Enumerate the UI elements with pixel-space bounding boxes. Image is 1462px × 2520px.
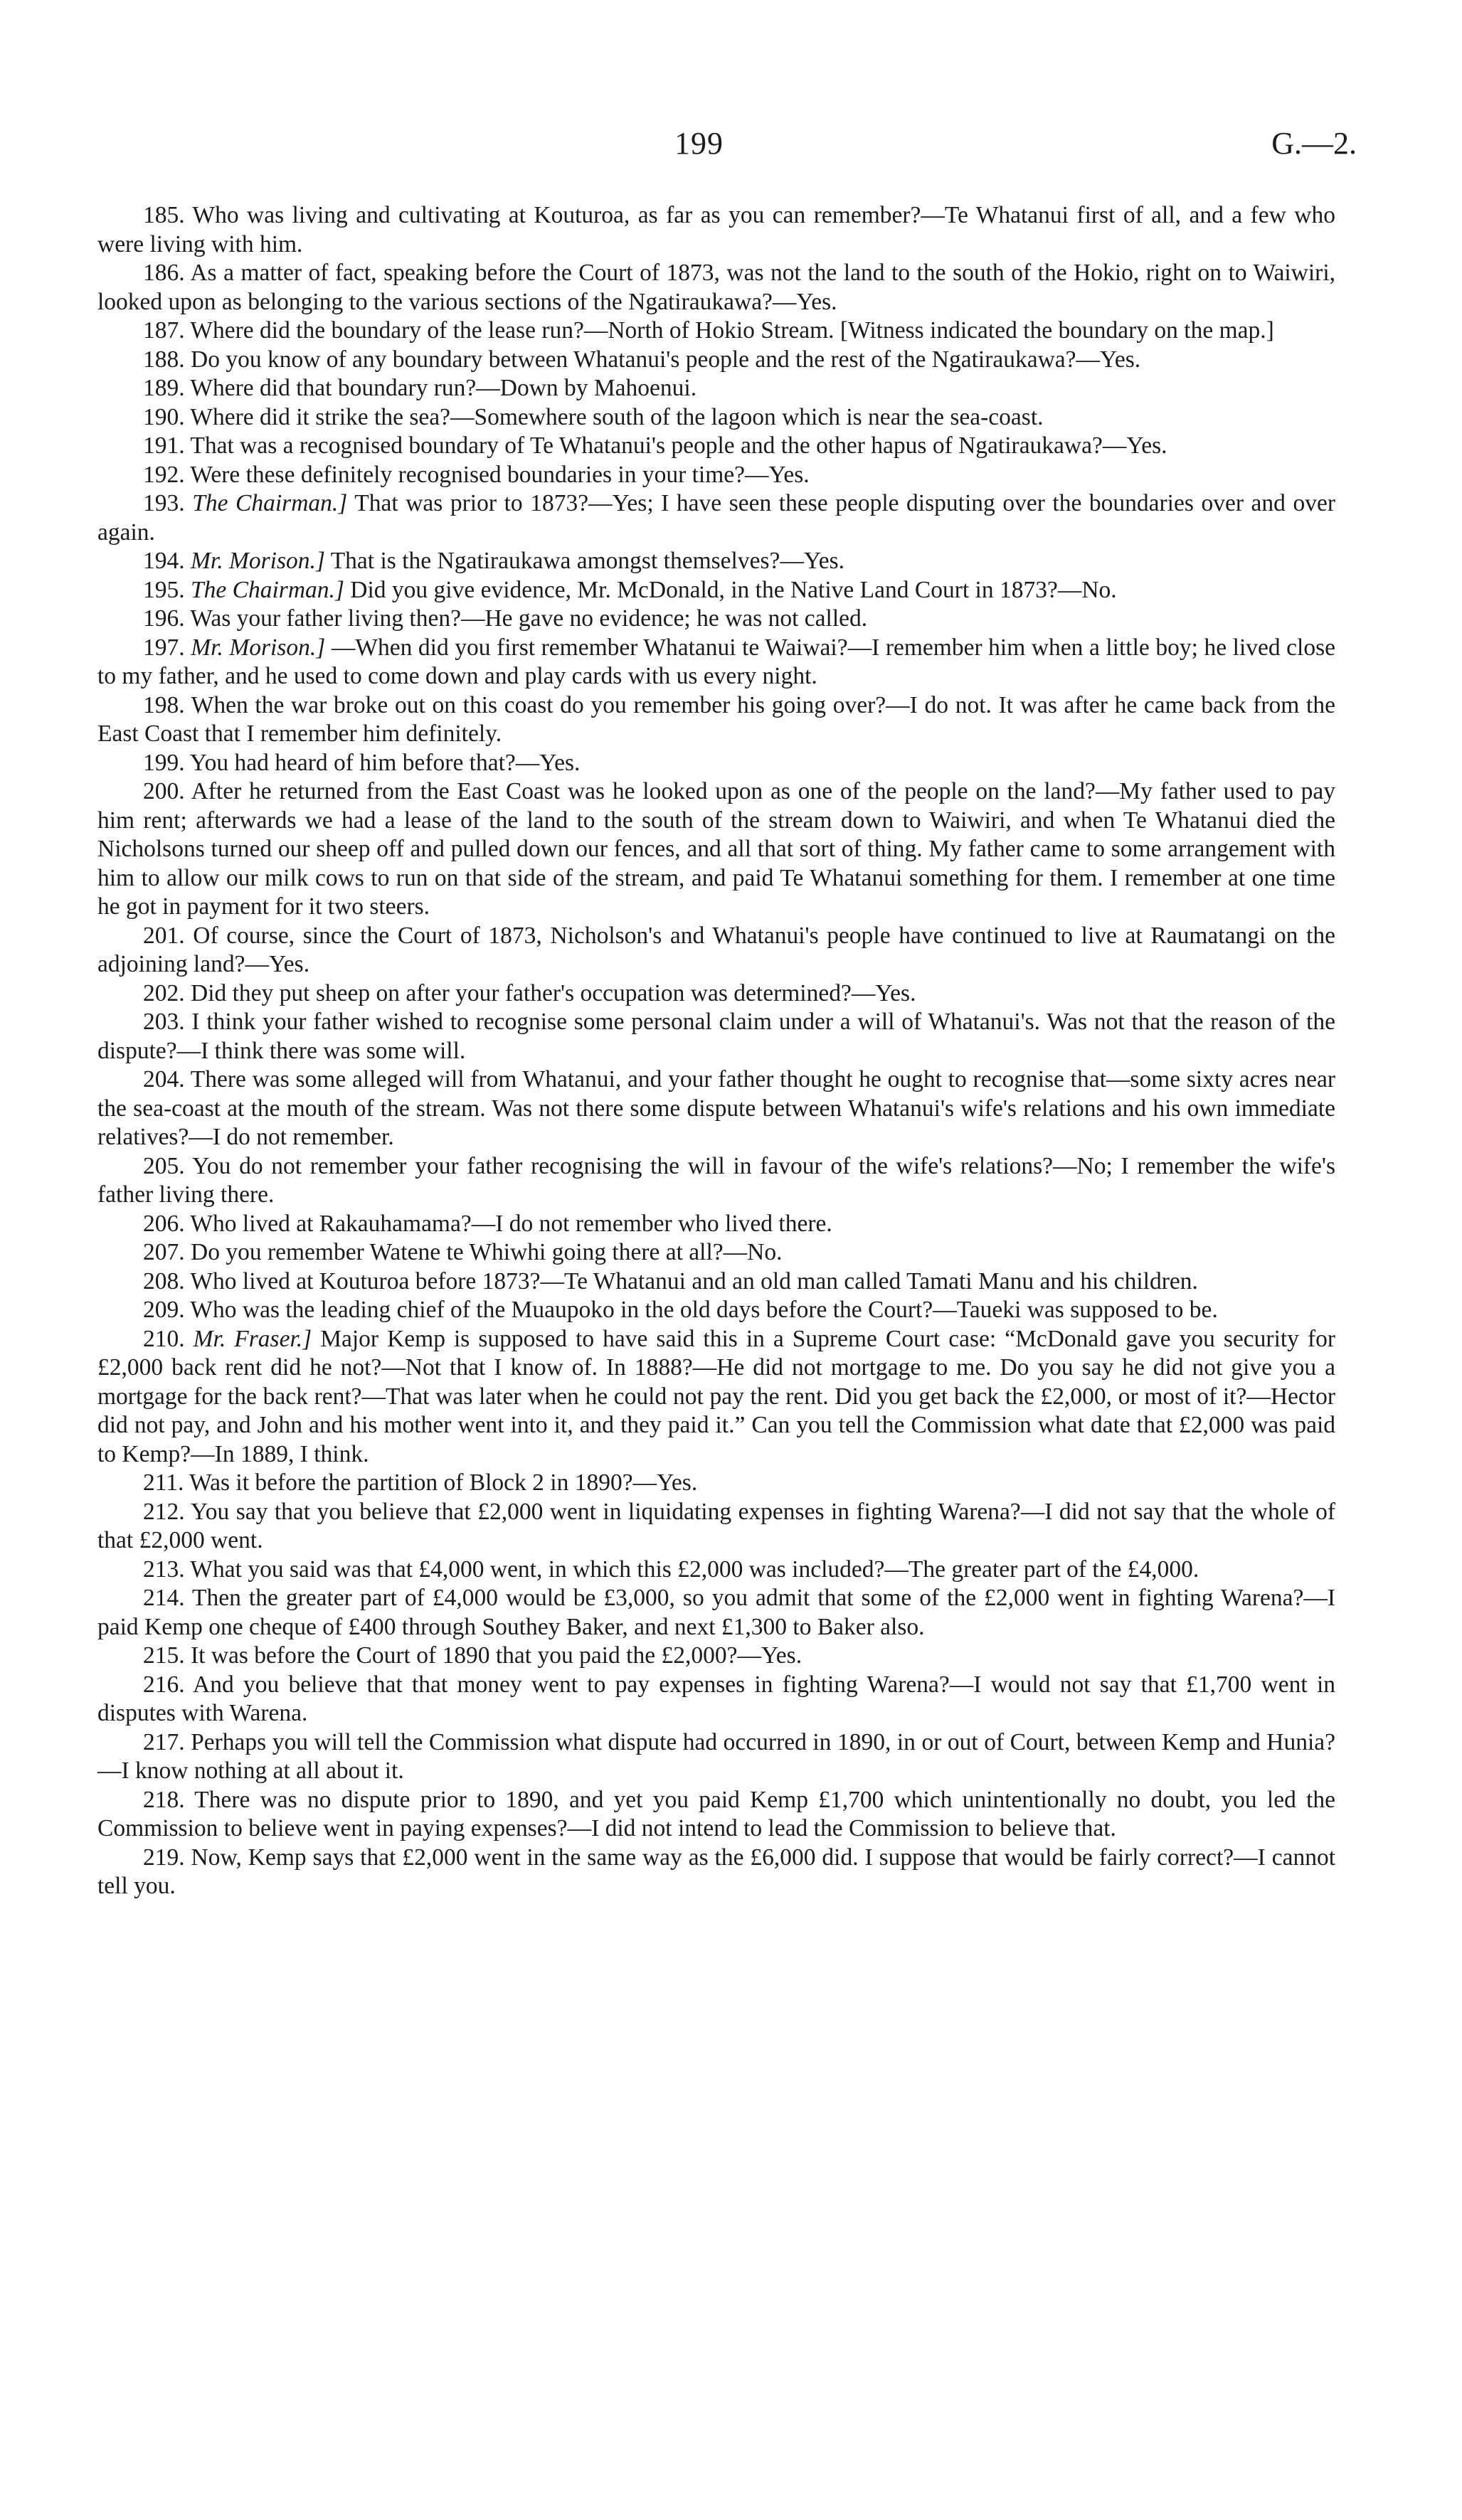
question-paragraph xyxy=(97,547,1335,576)
question-number: 219. xyxy=(143,1844,185,1871)
question-answer-text: You do not remember your father recognising the will in favour of the wife's relations?—No; I remember the wife's father living there. xyxy=(97,1152,1335,1208)
question-number: 213. xyxy=(143,1556,185,1583)
question-number: 215. xyxy=(143,1642,185,1669)
question-answer-text: Major Kemp is supposed to have said this in a Supreme Court case: “McDonald gave you security for £2,000 back rent did he not?—Not that I know of. In 1888?—He did not mortgage to me. Do you say he did not give you a mortgage for the back rent?—That was later when he could not pay the rent. Did you get back the £2,000, or most of it?—Hector did not pay, and John and his mother went into it, and they paid it.” Can you tell the Commission what date that £2,000 was paid to Kemp?—In 1889, I think. xyxy=(97,1325,1336,1467)
document-code: G.—2. xyxy=(1271,126,1357,161)
question-paragraph xyxy=(97,1584,1335,1642)
question-number: 212. xyxy=(143,1498,185,1525)
question-paragraph xyxy=(97,777,1335,922)
question-answer-text: That is the Ngatiraukawa amongst themselves?—Yes. xyxy=(330,548,844,574)
question-number: 196. xyxy=(143,605,185,632)
question-paragraph xyxy=(97,1296,1335,1325)
question-answer-text: I think your father wished to recognise some personal claim under a will of Whatanui's. Was not that the reason of the dispute?—I think there was some will. xyxy=(97,1009,1336,1064)
question-paragraph xyxy=(97,489,1335,547)
question-number: 218. xyxy=(143,1786,185,1813)
question-number: 189. xyxy=(143,375,185,401)
question-answer-text: After he returned from the East Coast was he looked upon as one of the people on the land?—My father used to pay him rent; afterwards we had a lease of the land to the south of the stream down to Waiwiri, and when Te Whatanui died the Nicholsons turned our sheep off and pulled down our fences, and all that sort of thing. My father came to some arrangement with him to allow our milk cows to run on that side of the stream, and paid Te Whatanui something for them. I remember at one time he got in payment for it two steers. xyxy=(97,778,1335,920)
question-number: 195. xyxy=(143,576,185,603)
question-number: 188. xyxy=(143,346,185,373)
question-answer-text: Where did that boundary run?—Down by Mahoenui. xyxy=(190,375,697,401)
question-number: 208. xyxy=(143,1267,185,1294)
question-answer-text: That was a recognised boundary of Te Whatanui's people and the other hapus of Ngatiraukawa?—Yes. xyxy=(190,432,1167,459)
question-paragraph xyxy=(97,1008,1335,1065)
question-number: 193. xyxy=(143,490,185,516)
question-answer-text: Perhaps you will tell the Commission what dispute had occurred in 1890, in or out of Court, between Kemp and Hunia?—I know nothing at all about it. xyxy=(97,1728,1336,1784)
question-number: 186. xyxy=(143,260,185,286)
question-paragraph xyxy=(97,1210,1335,1239)
question-paragraph xyxy=(97,922,1335,979)
question-paragraph xyxy=(97,1671,1335,1728)
question-paragraph xyxy=(97,1238,1335,1267)
question-answer-text: That was prior to 1873?—Yes; I have seen these people disputing over the boundaries over and over again. xyxy=(97,490,1336,546)
question-answer-text: Where did the boundary of the lease run?—North of Hokio Stream. [Witness indicated the boundary on the map.] xyxy=(190,317,1274,344)
question-answer-text: As a matter of fact, speaking before the Court of 1873, was not the land to the south of the Hokio, right on to Waiwiri, looked upon as belonging to the various sections of the Ngatiraukawa?—Yes. xyxy=(97,260,1335,315)
question-paragraph xyxy=(97,1498,1335,1556)
question-paragraph xyxy=(97,979,1335,1009)
question-answer-text: Who lived at Rakauhamama?—I do not remember who lived there. xyxy=(190,1210,832,1237)
question-paragraph xyxy=(97,317,1335,346)
question-number: 185. xyxy=(143,202,185,228)
question-answer-text: Then the greater part of £4,000 would be £3,000, so you admit that some of the £2,000 went in fighting Warena?—I paid Kemp one cheque of £400 through Southey Baker, and next £1,300 to Baker also. xyxy=(97,1585,1335,1640)
question-paragraph xyxy=(97,432,1335,461)
question-number: 199. xyxy=(143,749,185,776)
question-number: 204. xyxy=(143,1066,185,1092)
question-number: 190. xyxy=(143,403,185,430)
question-answer-text: Of course, since the Court of 1873, Nicholson's and Whatanui's people have continued to live at Raumatangi on the adjoining land?—Yes. xyxy=(97,922,1336,977)
question-number: 197. xyxy=(143,634,185,661)
question-number: 198. xyxy=(143,691,185,718)
question-number: 205. xyxy=(143,1152,185,1179)
speaker-label: Mr. Fraser.] xyxy=(193,1325,312,1352)
question-answer-text: Do you know of any boundary between Whatanui's people and the rest of the Ngatiraukawa?—Yes. xyxy=(191,346,1141,373)
question-paragraph xyxy=(97,691,1335,749)
question-number: 209. xyxy=(143,1297,185,1323)
question-paragraph xyxy=(97,201,1335,259)
question-paragraph xyxy=(97,1728,1335,1786)
question-answer-text: Did you give evidence, Mr. McDonald, in the Native Land Court in 1873?—No. xyxy=(350,576,1117,603)
question-answer-text: Who was living and cultivating at Kouturoa, as far as you can remember?—Te Whatanui first of all, and a few who were living with him. xyxy=(97,202,1335,257)
question-answer-text: —When did you first remember Whatanui te Waiwai?—I remember him when a little boy; he lived close to my father, and he used to come down and play cards with us every night. xyxy=(97,634,1336,689)
question-paragraph xyxy=(97,1556,1335,1585)
testimony-body xyxy=(97,201,1335,1901)
question-answer-text: When the war broke out on this coast do you remember his going over?—I do not. It was after he came back from the East Coast that I remember him definitely. xyxy=(97,691,1335,747)
question-paragraph xyxy=(97,605,1335,634)
question-paragraph xyxy=(97,374,1335,403)
question-number: 210. xyxy=(143,1325,185,1352)
question-answer-text: What you said was that £4,000 went, in which this £2,000 was included?—The greater part of the £4,000. xyxy=(190,1556,1199,1583)
page-number: 199 xyxy=(674,126,724,161)
question-answer-text: Who was the leading chief of the Muaupoko in the old days before the Court?—Taueki was supposed to be. xyxy=(190,1297,1218,1323)
question-paragraph xyxy=(97,259,1335,317)
question-paragraph xyxy=(97,461,1335,490)
question-paragraph xyxy=(97,403,1335,432)
question-number: 216. xyxy=(143,1671,185,1698)
question-number: 194. xyxy=(143,548,185,574)
question-number: 191. xyxy=(143,432,185,459)
question-number: 207. xyxy=(143,1239,185,1265)
question-answer-text: There was no dispute prior to 1890, and yet you paid Kemp £1,700 which unintentionally no doubt, you led the Commission to believe went in paying expenses?—I did not intend to lead the Commission to believe that. xyxy=(97,1786,1335,1841)
question-number: 192. xyxy=(143,461,185,488)
question-paragraph xyxy=(97,1152,1335,1210)
question-answer-text: Now, Kemp says that £2,000 went in the same way as the £6,000 did. I suppose that would be fairly correct?—I cannot tell you. xyxy=(97,1844,1335,1899)
question-answer-text: Was it before the partition of Block 2 in 1890?—Yes. xyxy=(189,1469,698,1496)
question-number: 214. xyxy=(143,1585,185,1611)
question-paragraph xyxy=(97,346,1335,375)
question-number: 187. xyxy=(143,317,185,344)
question-answer-text: Do you remember Watene te Whiwhi going there at all?—No. xyxy=(191,1239,783,1265)
question-answer-text: There was some alleged will from Whatanui, and your father thought he ought to recognise that—some sixty acres near the sea-coast at the mouth of the stream. Was not there some dispute between Whatanui's wife's relations and his own immediate relatives?—I do not remember. xyxy=(97,1066,1335,1150)
question-answer-text: Was your father living then?—He gave no evidence; he was not called. xyxy=(190,605,868,632)
question-answer-text: Did they put sheep on after your father's occupation was determined?—Yes. xyxy=(191,979,916,1006)
question-paragraph xyxy=(97,634,1335,691)
question-paragraph xyxy=(97,1844,1335,1901)
question-number: 206. xyxy=(143,1210,185,1237)
question-number: 200. xyxy=(143,778,185,804)
question-paragraph xyxy=(97,1469,1335,1498)
question-number: 202. xyxy=(143,979,185,1006)
question-number: 211. xyxy=(143,1469,184,1496)
question-paragraph xyxy=(97,1325,1335,1469)
question-number: 217. xyxy=(143,1728,185,1755)
question-number: 203. xyxy=(143,1009,185,1035)
question-paragraph xyxy=(97,576,1335,605)
question-paragraph xyxy=(97,1642,1335,1671)
speaker-label: Mr. Morison.] xyxy=(191,548,325,574)
question-paragraph xyxy=(97,1267,1335,1297)
question-paragraph xyxy=(97,1786,1335,1844)
question-answer-text: Who lived at Kouturoa before 1873?—Te Whatanui and an old man called Tamati Manu and his children. xyxy=(190,1267,1198,1294)
question-number: 201. xyxy=(143,922,185,949)
question-answer-text: And you believe that that money went to pay expenses in fighting Warena?—I would not say that £1,700 went in disputes with Warena. xyxy=(97,1671,1335,1726)
question-paragraph xyxy=(97,1065,1335,1152)
question-answer-text: Where did it strike the sea?—Somewhere south of the lagoon which is near the sea-coast. xyxy=(190,403,1044,430)
question-answer-text: You say that you believe that £2,000 went in liquidating expenses in fighting Warena?—I did not say that the whole of that £2,000 went. xyxy=(97,1498,1336,1553)
speaker-label: Mr. Morison.] xyxy=(191,634,326,661)
speaker-label: The Chairman.] xyxy=(191,576,344,603)
question-answer-text: You had heard of him before that?—Yes. xyxy=(189,749,581,776)
question-answer-text: It was before the Court of 1890 that you paid the £2,000?—Yes. xyxy=(191,1642,802,1669)
speaker-label: The Chairman.] xyxy=(192,490,348,516)
question-answer-text: Were these definitely recognised boundaries in your time?—Yes. xyxy=(190,461,810,488)
question-paragraph xyxy=(97,749,1335,778)
